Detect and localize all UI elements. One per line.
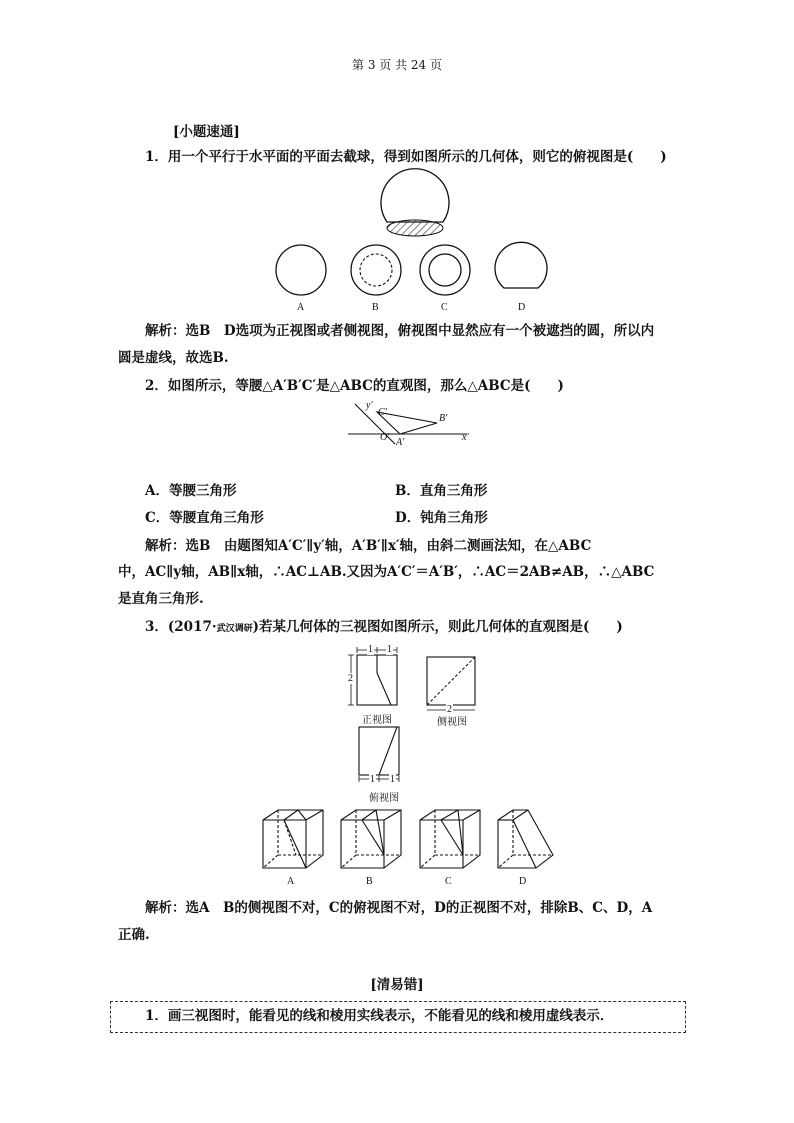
q1-option-c-label: C	[441, 302, 448, 313]
question-2-option-b: B．直角三角形	[395, 483, 488, 499]
label-a-prime: A′	[396, 437, 405, 448]
front-dim-1a: 1	[368, 644, 373, 655]
option-d-shape	[495, 242, 547, 288]
question-2-analysis-line2: 中，AC∥y轴，AB∥x轴，∴AC⊥AB.又因为A′C′＝A′B′，∴AC＝2AB≠AB，∴△ABC	[118, 564, 655, 580]
question-2-stem: 2．如图所示，等腰△A′B′C′是△ABC的直观图，那么△ABC是( )	[145, 378, 564, 394]
solid-b	[341, 810, 401, 868]
option-b-circles	[351, 245, 401, 295]
option-c-circles	[420, 245, 470, 295]
q3-option-d-label: D	[519, 876, 527, 887]
errors-item-1: 1．画三视图时，能看见的线和棱用实线表示，不能看见的线和棱用虚线表示．	[145, 1008, 614, 1024]
question-1-stem: 1．用一个平行于水平面的平面去截球，得到如图所示的几何体，则它的俯视图是( )	[145, 149, 667, 165]
top-dim-1b: 1	[390, 774, 395, 785]
q3-option-a-label: A	[287, 876, 295, 887]
side-view	[427, 657, 475, 710]
question-3-stem-suffix: )若某几何体的三视图如图所示，则此几何体的直观图是( )	[252, 619, 623, 635]
front-view	[348, 647, 397, 705]
question-2-option-d: D．钝角三角形	[395, 510, 488, 526]
side-view-label: 侧视图	[437, 717, 467, 728]
q1-option-a-label: A	[297, 302, 305, 313]
question-1-analysis-line2: 圆是虚线，故选B.	[118, 350, 229, 366]
question-2-option-c: C．等腰直角三角形	[145, 510, 264, 526]
question-3-analysis-line1: 解析：选A B的侧视图不对，C的俯视图不对，D的正视图不对，排除B、C、D，A	[145, 900, 653, 916]
label-o-prime: O′	[380, 432, 390, 443]
question-3-source: 武汉调研	[216, 624, 253, 634]
side-dim-2: 2	[447, 704, 452, 715]
truncated-sphere	[381, 169, 449, 236]
label-x-axis: x′	[462, 432, 469, 443]
q1-option-d-label: D	[518, 302, 526, 313]
errors-title: [清易错]	[370, 977, 424, 993]
question-2-figure	[345, 398, 475, 448]
page-header: 第 3 页 共 24 页	[352, 58, 442, 72]
front-view-label: 正视图	[362, 715, 392, 726]
solid-d	[498, 810, 553, 868]
front-dim-1b: 1	[387, 644, 392, 655]
question-1-analysis-line1: 解析：选B D选项为正视图或者侧视图，俯视图中显然应有一个被遮挡的圆，所以内	[145, 323, 655, 339]
top-dim-1a: 1	[370, 774, 375, 785]
label-c-prime: C′	[378, 407, 387, 418]
question-3-stem	[145, 617, 623, 639]
front-dim-2: 2	[348, 673, 353, 684]
q3-option-c-label: C	[445, 876, 452, 887]
question-3-analysis-line2: 正确.	[118, 927, 150, 943]
question-2-analysis-line1: 解析：选B 由题图知A′C′∥y′轴，A′B′∥x′轴，由斜二测画法知，在△ABC	[145, 538, 592, 554]
solid-c	[420, 810, 480, 868]
solid-a	[263, 810, 323, 868]
q3-options-figure	[258, 808, 558, 878]
option-a-circle	[276, 245, 326, 295]
question-1-figure	[270, 168, 560, 318]
label-y-axis: y′	[366, 400, 373, 411]
question-3-stem-prefix: 3．(2017·	[145, 619, 217, 635]
question-2-analysis-line3: 是直角三角形.	[118, 591, 204, 607]
label-b-prime: B′	[439, 413, 448, 424]
section-title: [小题速通]	[173, 124, 240, 140]
q1-option-b-label: B	[372, 302, 379, 313]
q3-option-b-label: B	[366, 876, 373, 887]
question-2-option-a: A．等腰三角形	[145, 483, 237, 499]
top-view-label: 俯视图	[369, 793, 399, 804]
